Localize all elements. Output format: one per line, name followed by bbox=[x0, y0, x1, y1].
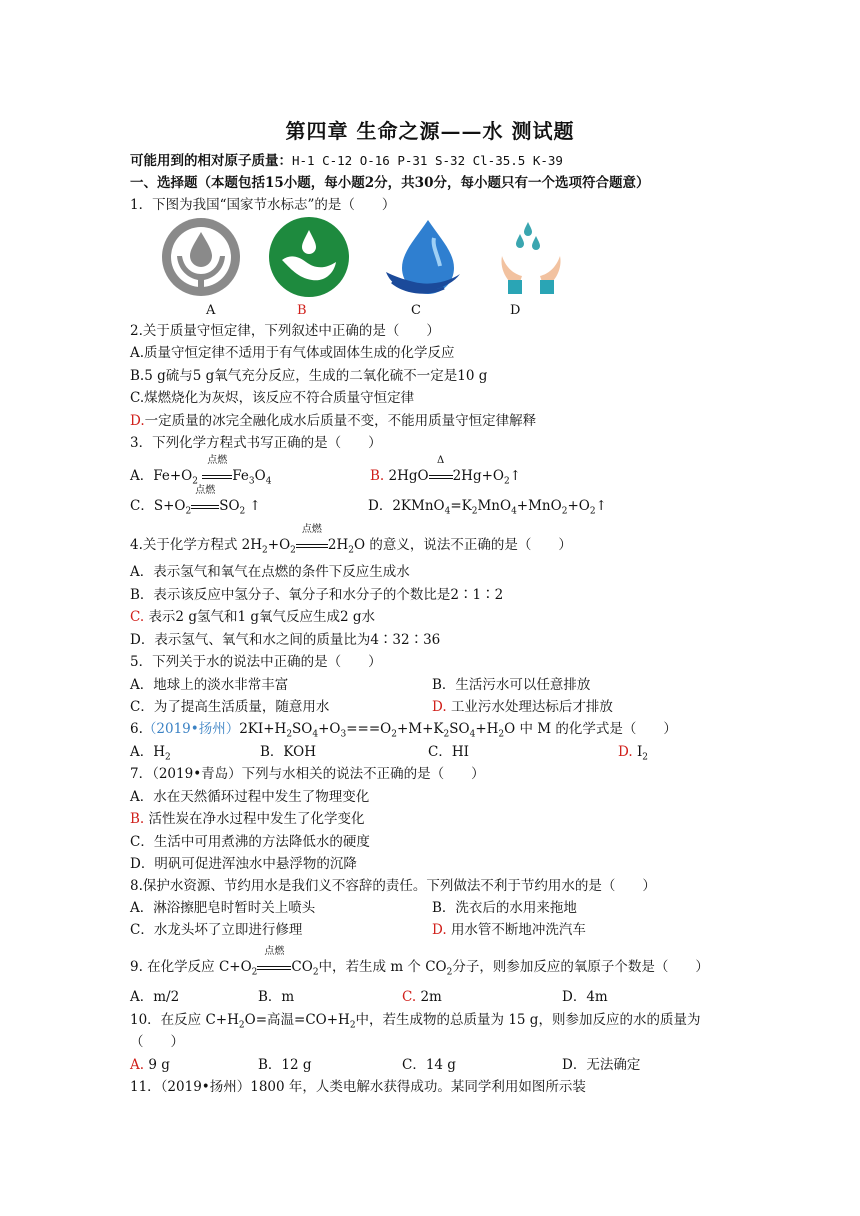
q5-option-c: C．为了提高生活质量，随意用水 bbox=[130, 699, 330, 715]
q3-c-condition-text: 点燃 bbox=[195, 485, 216, 496]
q9-c-text: 2m bbox=[420, 989, 442, 1005]
q4-sub1: 2 bbox=[262, 545, 268, 556]
q3-d-s1: 4 bbox=[444, 506, 451, 517]
q4-c-letter: C. bbox=[130, 609, 145, 625]
q7-option-c: C．生活中可用煮沸的方法降低水的硬度 bbox=[130, 834, 370, 850]
q8-option-b: B．洗衣后的水用来拖地 bbox=[432, 900, 577, 916]
q4-stem-mid: +O bbox=[267, 537, 291, 553]
q2-stem: 2.关于质量守恒定律，下列叙述中正确的是（ ） bbox=[130, 323, 440, 339]
q8-option-a: A．淋浴擦肥皂时暂时关上喷头 bbox=[130, 900, 316, 916]
q6-eq8: O 中 M 的化学式是（ ） bbox=[504, 721, 677, 737]
q4-stem-end: O 的意义，说法不正确的是（ ） bbox=[354, 537, 572, 553]
q4-c-text: 表示2 g氢气和1 g氧气反应生成2 g水 bbox=[148, 609, 376, 625]
logo-a-hands-drop-icon bbox=[160, 216, 242, 298]
q9-stem-end: 中，若生成 m 个 CO bbox=[318, 959, 447, 975]
q3-a-sub: 2 bbox=[192, 476, 198, 487]
q6-s2: 4 bbox=[312, 729, 319, 740]
q6-s5: 2 bbox=[443, 729, 450, 740]
q8-stem: 8.保护水资源、节约用水是我们义不容辞的责任。下列做法不利于节约用水的是（ ） bbox=[130, 878, 656, 894]
q2-option-c: C.煤燃烧化为灰烬，该反应不符合质量守恒定律 bbox=[130, 390, 415, 406]
q4-condition-text: 点燃 bbox=[301, 524, 322, 535]
q3-b-letter: B. bbox=[370, 468, 385, 484]
q4-sub2: 2 bbox=[290, 545, 296, 556]
q9-option-b: B．m bbox=[258, 989, 295, 1005]
q7-option-d: D．明矾可促进浑浊水中悬浮物的沉降 bbox=[130, 856, 357, 872]
atomic-mass-line bbox=[130, 152, 563, 170]
q8-d-text: 用水管不断地冲洗汽车 bbox=[450, 922, 586, 938]
q5-d-text: 工业污水处理达标后才排放 bbox=[450, 699, 613, 715]
q4-option-a: A．表示氢气和氧气在点燃的条件下反应生成水 bbox=[130, 564, 410, 580]
q2-option-b: B.5 g硫与5 g氧气充分反应，生成的二氧化硫不一定是10 g bbox=[130, 368, 488, 384]
q6-d-text: I bbox=[636, 744, 643, 760]
q3-c-sub2: 2 bbox=[239, 506, 246, 517]
q9-condition-text: 点燃 bbox=[264, 946, 285, 957]
q11-stem: 11．（2019•扬州）1800 年，人类电解水获得成功。某同学利用如图所示装 bbox=[130, 1079, 586, 1095]
q3-option-b: B. 2HgO Δ $2Hg+O_2↑$ bbox=[370, 455, 522, 487]
q5-option-b: B．生活污水可以任意排放 bbox=[432, 677, 591, 693]
q6-option-b: B．KOH bbox=[260, 744, 316, 760]
q9-sub3: 2 bbox=[446, 967, 453, 978]
q6-a-text: A．H bbox=[130, 744, 166, 760]
q2-option-d-text: 一定质量的冰完全融化成水后质量不变，不能用质量守恒定律解释 bbox=[144, 413, 537, 429]
logo-b-water-saving-icon bbox=[268, 216, 350, 298]
q3-b-condition bbox=[429, 455, 453, 485]
q1-label-c: C bbox=[411, 303, 421, 318]
q6-eq2: SO bbox=[292, 721, 313, 737]
q9-stem bbox=[130, 946, 709, 982]
q5-options-row1 bbox=[130, 676, 591, 694]
q3-c-pre: C．S+O bbox=[130, 498, 186, 514]
q2-option-a: A.质量守恒定律不适用于有气体或固体生成的化学反应 bbox=[130, 345, 455, 361]
q6-source: （2019•扬州） bbox=[142, 721, 240, 737]
q9-stem-post: CO bbox=[291, 959, 313, 975]
q7-stem: 7．（2019•青岛）下列与水相关的说法不正确的是（ ） bbox=[130, 766, 485, 782]
q3-a-post: Fe bbox=[232, 468, 249, 484]
q1-label-b: B bbox=[297, 303, 307, 318]
q9-option-c bbox=[402, 988, 442, 1006]
q8-option-d bbox=[432, 921, 586, 939]
q6-a-sub: 2 bbox=[165, 752, 171, 763]
atomic-mass-label: 可能用到的相对原子质量： bbox=[130, 153, 292, 169]
q6-s1: 2 bbox=[286, 729, 293, 740]
q3-d-5: +O bbox=[567, 498, 590, 514]
q9-sub1: 2 bbox=[251, 967, 258, 978]
q3-d-4: +MnO bbox=[516, 498, 562, 514]
q3-c-post: SO bbox=[219, 498, 240, 514]
q3-d-2: =K bbox=[450, 498, 472, 514]
q3-a-condition bbox=[202, 455, 232, 485]
q3-option-d: D．$2KMnO_4=K_2MnO_4+MnO_2+O_2↑$ bbox=[368, 498, 607, 517]
q5-option-d bbox=[432, 698, 613, 716]
q6-stem bbox=[130, 720, 677, 744]
q9-c-letter: C. bbox=[402, 989, 417, 1005]
logo-c-water-drop-hand-icon bbox=[382, 216, 464, 298]
q6-s6: 4 bbox=[469, 729, 476, 740]
q3-c-condition bbox=[191, 485, 219, 515]
q6-eq4: ===O bbox=[346, 721, 392, 737]
q9-stem-end2: 分子，则参加反应的氧原子个数是（ ） bbox=[452, 959, 709, 975]
q4-stem-pre: 4.关于化学方程式 2H bbox=[130, 537, 263, 553]
q8-options-row2 bbox=[130, 921, 586, 939]
q7-option-a: A．水在天然循环过程中发生了物理变化 bbox=[130, 789, 370, 805]
section-heading: 一、选择题（本题包括15小题，每小题2分，共30分，每小题只有一个选项符合题意） bbox=[130, 175, 650, 191]
q4-condition bbox=[296, 524, 328, 554]
q10-option-d: D．无法确定 bbox=[562, 1057, 641, 1073]
q10-stem bbox=[130, 1011, 700, 1035]
q10-paren: （ ） bbox=[130, 1034, 184, 1050]
q10-stem-1: 10．在反应 C+H bbox=[130, 1012, 239, 1028]
q7-b-letter: B. bbox=[130, 811, 145, 827]
q9-sub2: 2 bbox=[312, 967, 319, 978]
q5-option-a: A．地球上的淡水非常丰富 bbox=[130, 677, 289, 693]
q3-b-condition-text: Δ bbox=[436, 455, 445, 466]
q3-stem: 3．下列化学方程式书写正确的是（ ） bbox=[130, 435, 382, 451]
page-title: 第四章 生命之源——水 测试题 bbox=[285, 119, 575, 143]
q8-options-row1 bbox=[130, 899, 577, 917]
q1-stem: 1．下图为我国“国家节水标志”的是（ ） bbox=[130, 197, 396, 213]
q4-sub3: 2 bbox=[348, 545, 355, 556]
q3-d-1: D．2KMnO bbox=[368, 498, 445, 514]
q3-c-sub: 2 bbox=[185, 506, 192, 517]
q9-options bbox=[130, 988, 608, 1006]
q8-d-letter: D. bbox=[432, 922, 447, 938]
q6-eq3: +O bbox=[318, 721, 341, 737]
q3-d-s5: 2 bbox=[589, 506, 596, 517]
q6-eq1: 2KI+H bbox=[239, 721, 287, 737]
q5-stem: 5．下列关于水的说法中正确的是（ ） bbox=[130, 654, 382, 670]
q6-option-c: C．HI bbox=[428, 744, 469, 760]
q10-options bbox=[130, 1056, 641, 1074]
q9-stem-pre: 9. 在化学反应 C+O bbox=[130, 959, 252, 975]
q1-label-a: A bbox=[206, 303, 216, 318]
q3-a-condition-text: 点燃 bbox=[207, 455, 228, 466]
q3-option-c: C．$S+O_2$ 点燃 $SO_2$ ↑ D．$2KMnO_4=K_2MnO_4+MnO_2+O_2↑$ bbox=[130, 497, 261, 521]
q6-options bbox=[130, 743, 649, 767]
q3-d-s4: 2 bbox=[561, 506, 568, 517]
q3-b-post: 2Hg+O bbox=[452, 468, 504, 484]
q6-eq5: +M+K bbox=[396, 721, 444, 737]
q3-b-sub: 2 bbox=[503, 476, 510, 487]
q6-d-sub: 2 bbox=[642, 752, 649, 763]
q10-option-a bbox=[130, 1057, 170, 1073]
q10-stem-2: O=高温=CO+H bbox=[244, 1012, 350, 1028]
q4-stem-post: 2H bbox=[327, 537, 349, 553]
q10-a-text: 9 g bbox=[148, 1057, 170, 1073]
q6-num: 6. bbox=[130, 721, 143, 737]
q6-s3: 3 bbox=[340, 729, 347, 740]
q6-d-letter: D. bbox=[618, 744, 633, 760]
q7-b-text: 活性炭在净水过程中发生了化学变化 bbox=[148, 811, 365, 827]
q1-label-d: D bbox=[510, 303, 521, 318]
q4-option-c bbox=[130, 608, 375, 626]
q5-options-row2 bbox=[130, 698, 613, 716]
q10-stem-3: 中，若生成物的总质量为 15 g，则参加反应的水的质量为 bbox=[355, 1012, 701, 1028]
q6-eq6: SO bbox=[449, 721, 470, 737]
q8-option-c: C．水龙头坏了立即进行修理 bbox=[130, 922, 303, 938]
q10-sub2: 2 bbox=[349, 1020, 356, 1031]
q4-option-d: D．表示氢气、氧气和水之间的质量比为4∶32∶36 bbox=[130, 632, 441, 648]
q10-sub1: 2 bbox=[238, 1020, 245, 1031]
q10-option-b: B．12 g bbox=[258, 1057, 312, 1073]
logo-d-hands-droplets-icon bbox=[490, 216, 572, 298]
q3-d-s2: 2 bbox=[471, 506, 478, 517]
q3-b-pre: 2HgO bbox=[388, 468, 429, 484]
q9-condition bbox=[257, 946, 291, 976]
q2-option-d-letter: D. bbox=[130, 413, 145, 429]
q7-option-b bbox=[130, 810, 365, 828]
q3-a-post2: O bbox=[254, 468, 266, 484]
q10-option-c: C．14 g bbox=[402, 1057, 456, 1073]
q3-d-s3: 4 bbox=[511, 506, 517, 517]
q6-option-a bbox=[130, 744, 171, 763]
q5-d-letter: D. bbox=[432, 699, 447, 715]
q6-s7: 2 bbox=[498, 729, 505, 740]
q10-a-letter: A. bbox=[130, 1057, 145, 1073]
q4-option-b: B．表示该反应中氢分子、氧分子和水分子的个数比是2∶1∶2 bbox=[130, 587, 504, 603]
q3-a-pre: A．Fe+O bbox=[130, 468, 193, 484]
q4-stem bbox=[130, 524, 572, 560]
q2-option-d bbox=[130, 412, 536, 430]
q6-option-d bbox=[618, 743, 648, 767]
q9-option-a: A．m/2 bbox=[130, 989, 180, 1005]
q6-eq7: +H bbox=[475, 721, 499, 737]
q3-a-sub3: 3 bbox=[248, 476, 255, 487]
q3-a-sub4: 4 bbox=[265, 476, 272, 487]
q6-s4: 2 bbox=[391, 729, 397, 740]
q3-d-3: MnO bbox=[477, 498, 512, 514]
atomic-mass-values: H-1 C-12 O-16 P-31 S-32 Cl-35.5 K-39 bbox=[292, 153, 563, 168]
q9-option-d: D．4m bbox=[562, 989, 608, 1005]
